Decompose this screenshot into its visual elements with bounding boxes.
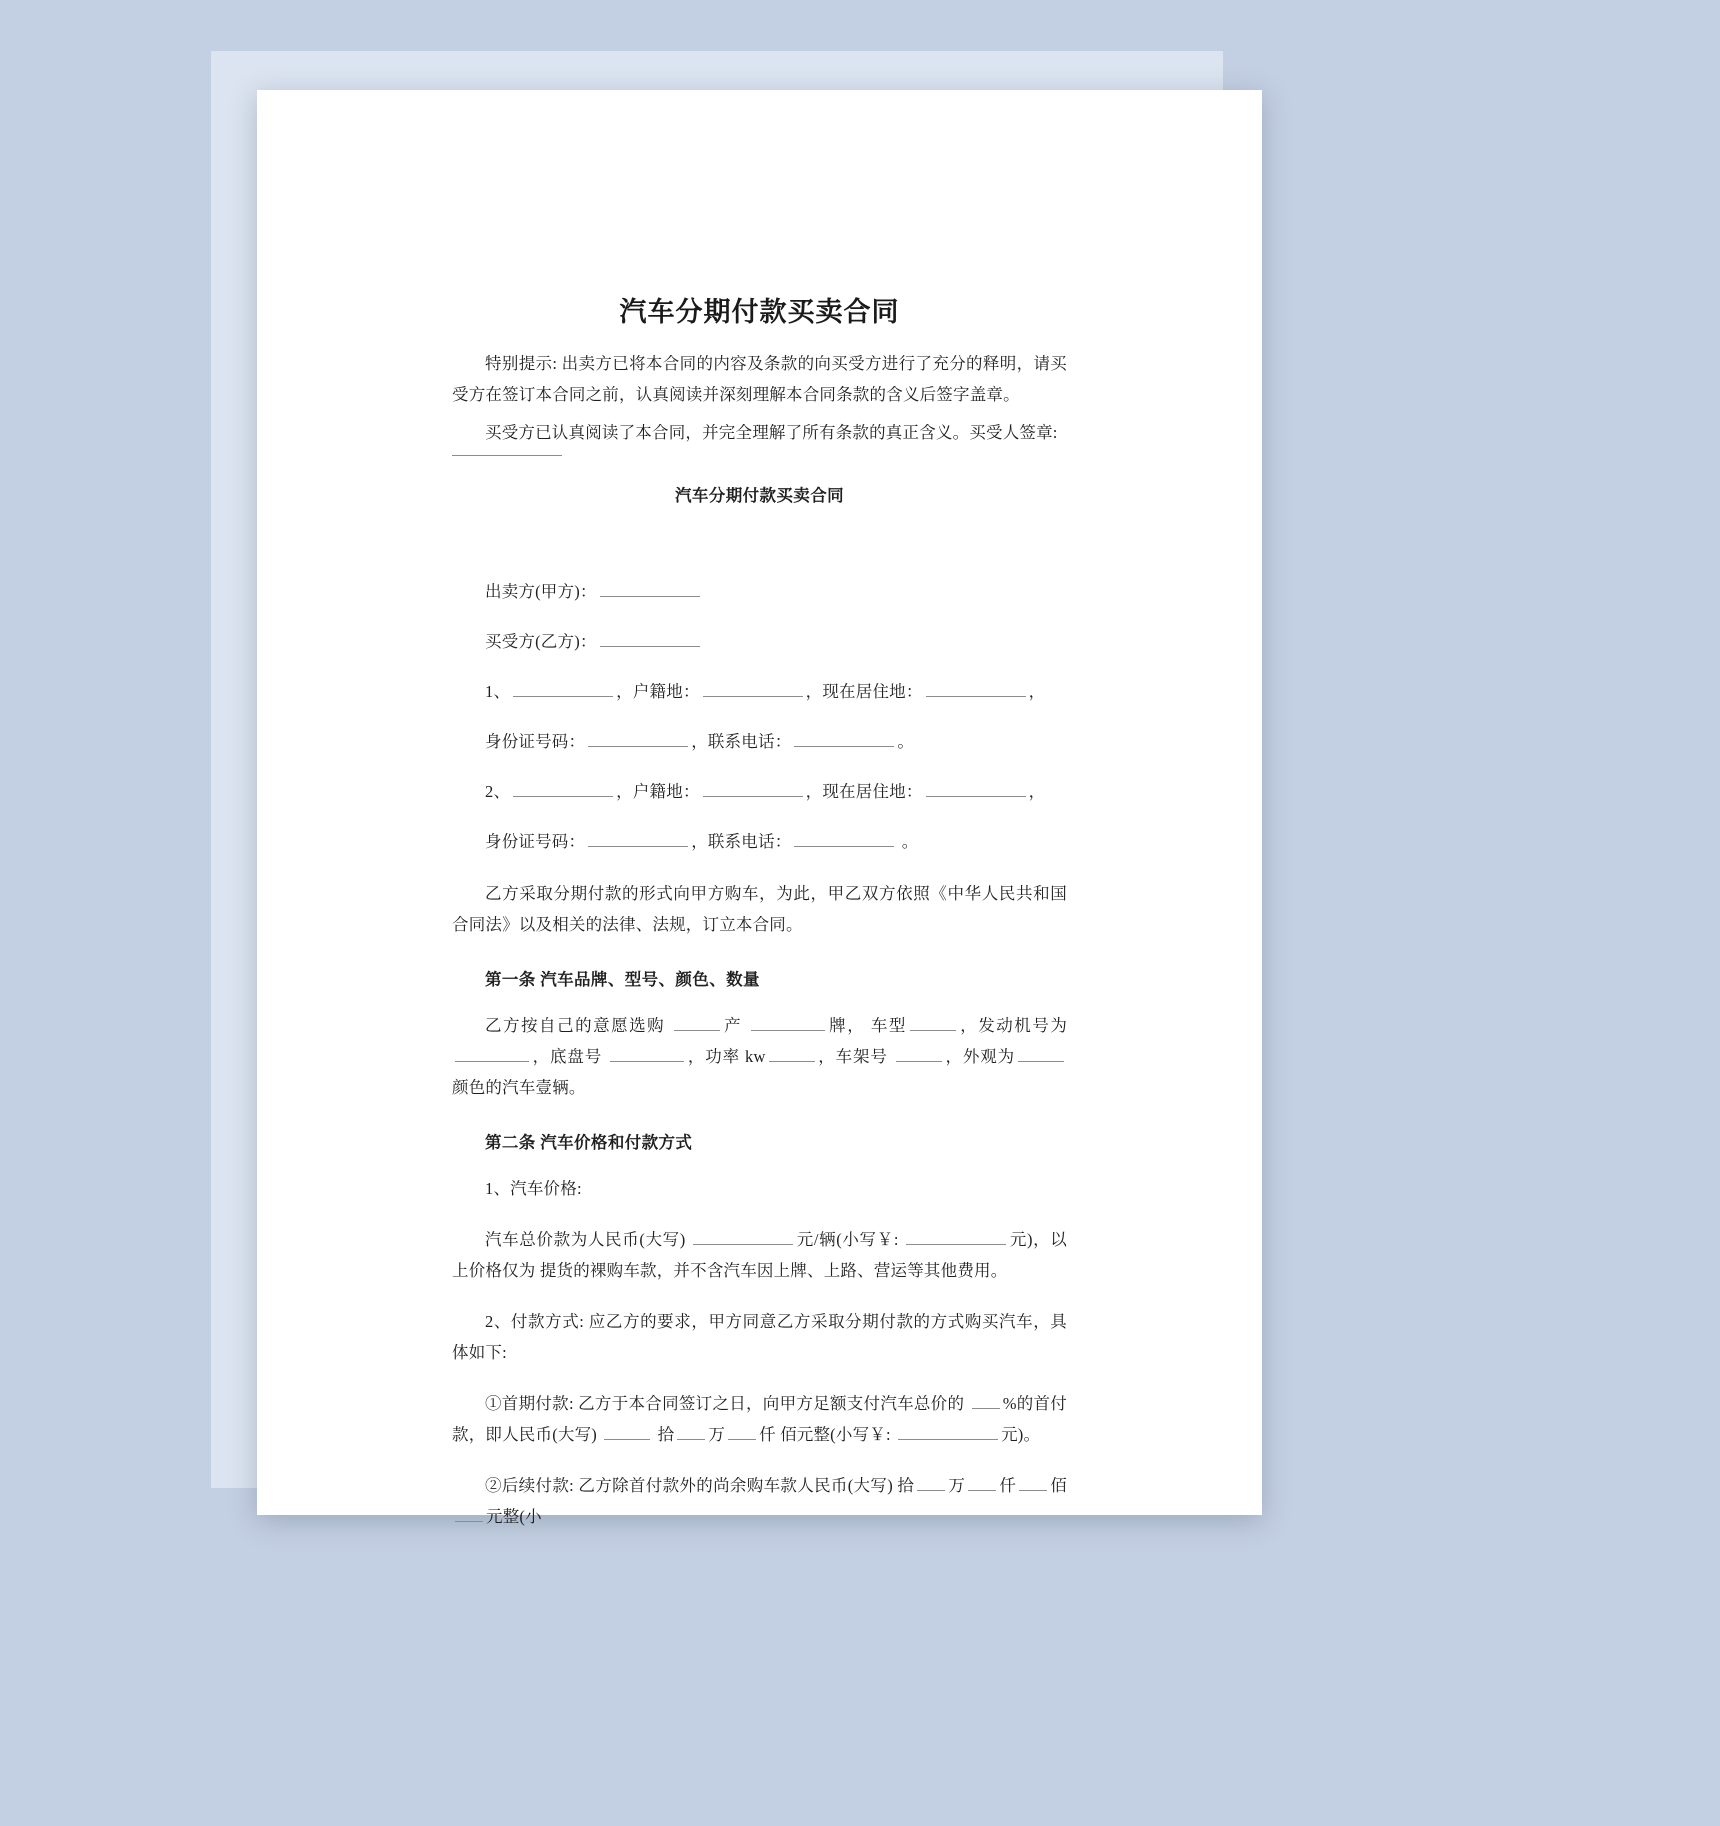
seller-label: 出卖方(甲方)：	[485, 582, 597, 601]
clause1-text-d: 车型	[870, 1016, 907, 1035]
color-blank[interactable]	[1018, 1044, 1064, 1062]
page-content-area	[257, 90, 1262, 1526]
clause-1-heading: 第一条 汽车品牌、型号、颜色、数量	[485, 970, 760, 989]
clause1-text-g: ，功率 kw	[687, 1047, 766, 1066]
person2-index-label: 2、	[485, 782, 511, 801]
person2-id-label: 身份证号码：	[485, 832, 586, 851]
price-text-a: 汽车总价款为人民币(大写)	[485, 1230, 686, 1249]
person2-domicile-blank[interactable]	[703, 779, 803, 797]
signature-blank-line[interactable]	[452, 455, 562, 456]
contract-subtitle: 汽车分期付款买卖合同	[675, 486, 844, 505]
person1-phone-blank[interactable]	[794, 729, 894, 747]
page-title: 汽车分期付款买卖合同	[619, 297, 900, 327]
person2-period: 。	[901, 832, 919, 851]
clause1-text-b: 产	[722, 1016, 743, 1035]
person2-phone-blank[interactable]	[794, 829, 894, 847]
price-text-b: 元/辆(小写￥:	[796, 1230, 899, 1249]
preamble-paragraph: 乙方采取分期付款的形式向甲方购车，为此，甲乙双方依照《中华人民共和国合同法》以及相关的法律、法规，订立本合同。	[452, 884, 1067, 934]
buyer-person2-id-row	[452, 828, 1067, 856]
person2-domicile-label: ，户籍地：	[616, 782, 700, 801]
person1-id-label: 身份证号码：	[485, 732, 586, 751]
clause1-text-i: ，外观为	[944, 1047, 1016, 1066]
first-payment-text-c: 拾	[657, 1425, 675, 1444]
down-payment-words-blank[interactable]	[604, 1422, 650, 1440]
second-payment-text-d: 仟	[999, 1476, 1017, 1495]
second-payment-text-f: 元整(小	[486, 1507, 542, 1526]
balance-thousand-blank[interactable]	[1019, 1473, 1047, 1491]
down-payment-percent-blank[interactable]	[972, 1391, 1000, 1409]
clause-2-item-2: 2、付款方式: 应乙方的要求，甲方同意乙方采取分期付款的方式购买汽车，具体如下:	[452, 1312, 1067, 1362]
person2-trailing-comma: ，	[1028, 782, 1046, 801]
car-brand-blank[interactable]	[751, 1013, 825, 1031]
person1-index-label: 1、	[485, 682, 511, 701]
person1-trailing-comma: ，	[1028, 682, 1046, 701]
balance-ten-blank[interactable]	[917, 1473, 945, 1491]
buyer-person1-row	[452, 678, 1067, 706]
clause1-text-e: ，发动机号为	[958, 1016, 1068, 1035]
seller-name-blank[interactable]	[600, 579, 700, 597]
clause-2-price-paragraph	[452, 1224, 1067, 1286]
person2-phone-label: ，联系电话：	[691, 832, 792, 851]
document-page	[257, 90, 1262, 1526]
clause-2-first-payment	[452, 1388, 1067, 1450]
person1-period: 。	[897, 732, 915, 751]
person1-domicile-label: ，户籍地：	[616, 682, 700, 701]
person1-residence-label: ，现在居住地：	[805, 682, 923, 701]
clause1-text-h: ，车架号	[817, 1047, 888, 1066]
total-price-words-blank[interactable]	[693, 1227, 793, 1245]
person1-phone-label: ，联系电话：	[691, 732, 792, 751]
clause-2-heading: 第二条 汽车价格和付款方式	[485, 1133, 693, 1152]
person1-name-blank[interactable]	[513, 679, 613, 697]
acknowledgement-paragraph	[452, 417, 1067, 448]
engine-number-blank[interactable]	[455, 1044, 529, 1062]
first-payment-text-f: 元)。	[1001, 1425, 1041, 1444]
first-payment-text-a: ①首期付款: 乙方于本合同签订之日，向甲方足额支付汽车总价的	[485, 1394, 965, 1413]
down-payment-ten-thousand-blank[interactable]	[677, 1422, 705, 1440]
car-origin-blank[interactable]	[674, 1013, 720, 1031]
first-payment-text-e: 仟 佰元整(小写￥:	[759, 1425, 891, 1444]
clause-1-body	[452, 1010, 1067, 1103]
power-blank[interactable]	[769, 1044, 815, 1062]
clause1-text-a: 乙方按自己的意愿选购	[485, 1016, 666, 1035]
second-payment-text-b: 拾	[897, 1476, 915, 1495]
special-notice-label: 特别提示:	[485, 354, 558, 373]
buyer-person2-row	[452, 778, 1067, 806]
buyer-name-blank[interactable]	[600, 629, 700, 647]
buyer-field-row	[452, 628, 1067, 656]
clause1-text-f: ，底盘号	[532, 1047, 603, 1066]
spacer	[452, 526, 1067, 578]
first-payment-text-d: 万	[708, 1425, 726, 1444]
clause1-text-j: 颜色的汽车壹辆。	[452, 1078, 586, 1097]
chassis-number-blank[interactable]	[610, 1044, 684, 1062]
second-payment-text-e: 佰	[1050, 1476, 1068, 1495]
person2-residence-label: ，现在居住地：	[805, 782, 923, 801]
clause1-text-c: 牌，	[827, 1016, 866, 1035]
special-notice-body: 出卖方已将本合同的内容及条款的向买受方进行了充分的释明，请买受方在签订本合同之前，认真阅读并深刻理解本合同条款的含义后签字盖章。	[452, 354, 1068, 404]
person2-name-blank[interactable]	[513, 779, 613, 797]
down-payment-thousand-blank[interactable]	[728, 1422, 756, 1440]
buyer-label: 买受方(乙方)：	[485, 632, 597, 651]
total-price-digits-blank[interactable]	[906, 1227, 1006, 1245]
vin-blank[interactable]	[896, 1044, 942, 1062]
person1-residence-blank[interactable]	[926, 679, 1026, 697]
person2-residence-blank[interactable]	[926, 779, 1026, 797]
person1-id-blank[interactable]	[588, 729, 688, 747]
car-model-blank[interactable]	[910, 1013, 956, 1031]
person1-domicile-blank[interactable]	[703, 679, 803, 697]
second-payment-text-c: 万	[948, 1476, 966, 1495]
person2-id-blank[interactable]	[588, 829, 688, 847]
seller-field-row	[452, 578, 1067, 606]
document-body	[452, 348, 1067, 1552]
second-payment-text-a: ②后续付款: 乙方除首付款外的尚余购车款人民币(大写)	[485, 1476, 893, 1495]
buyer-person1-id-row	[452, 728, 1067, 756]
balance-hundred-blank[interactable]	[455, 1504, 483, 1522]
down-payment-digits-blank[interactable]	[898, 1422, 998, 1440]
price-text-c: 元)，以上价格仅为 提货的裸购车款，并不含汽车因上牌、上路、营运等其他费用。	[452, 1230, 1067, 1280]
clause-2-second-payment	[452, 1470, 1067, 1532]
special-notice-paragraph	[452, 348, 1067, 410]
first-payment-text-b: %的首付款，即人民币(大写)	[452, 1394, 1067, 1444]
balance-ten-thousand-blank[interactable]	[968, 1473, 996, 1491]
clause-2-item-1: 1、汽车价格:	[485, 1179, 582, 1198]
acknowledgement-text: 买受方已认真阅读了本合同，并完全理解了所有条款的真正含义。买受人签章:	[485, 423, 1058, 442]
